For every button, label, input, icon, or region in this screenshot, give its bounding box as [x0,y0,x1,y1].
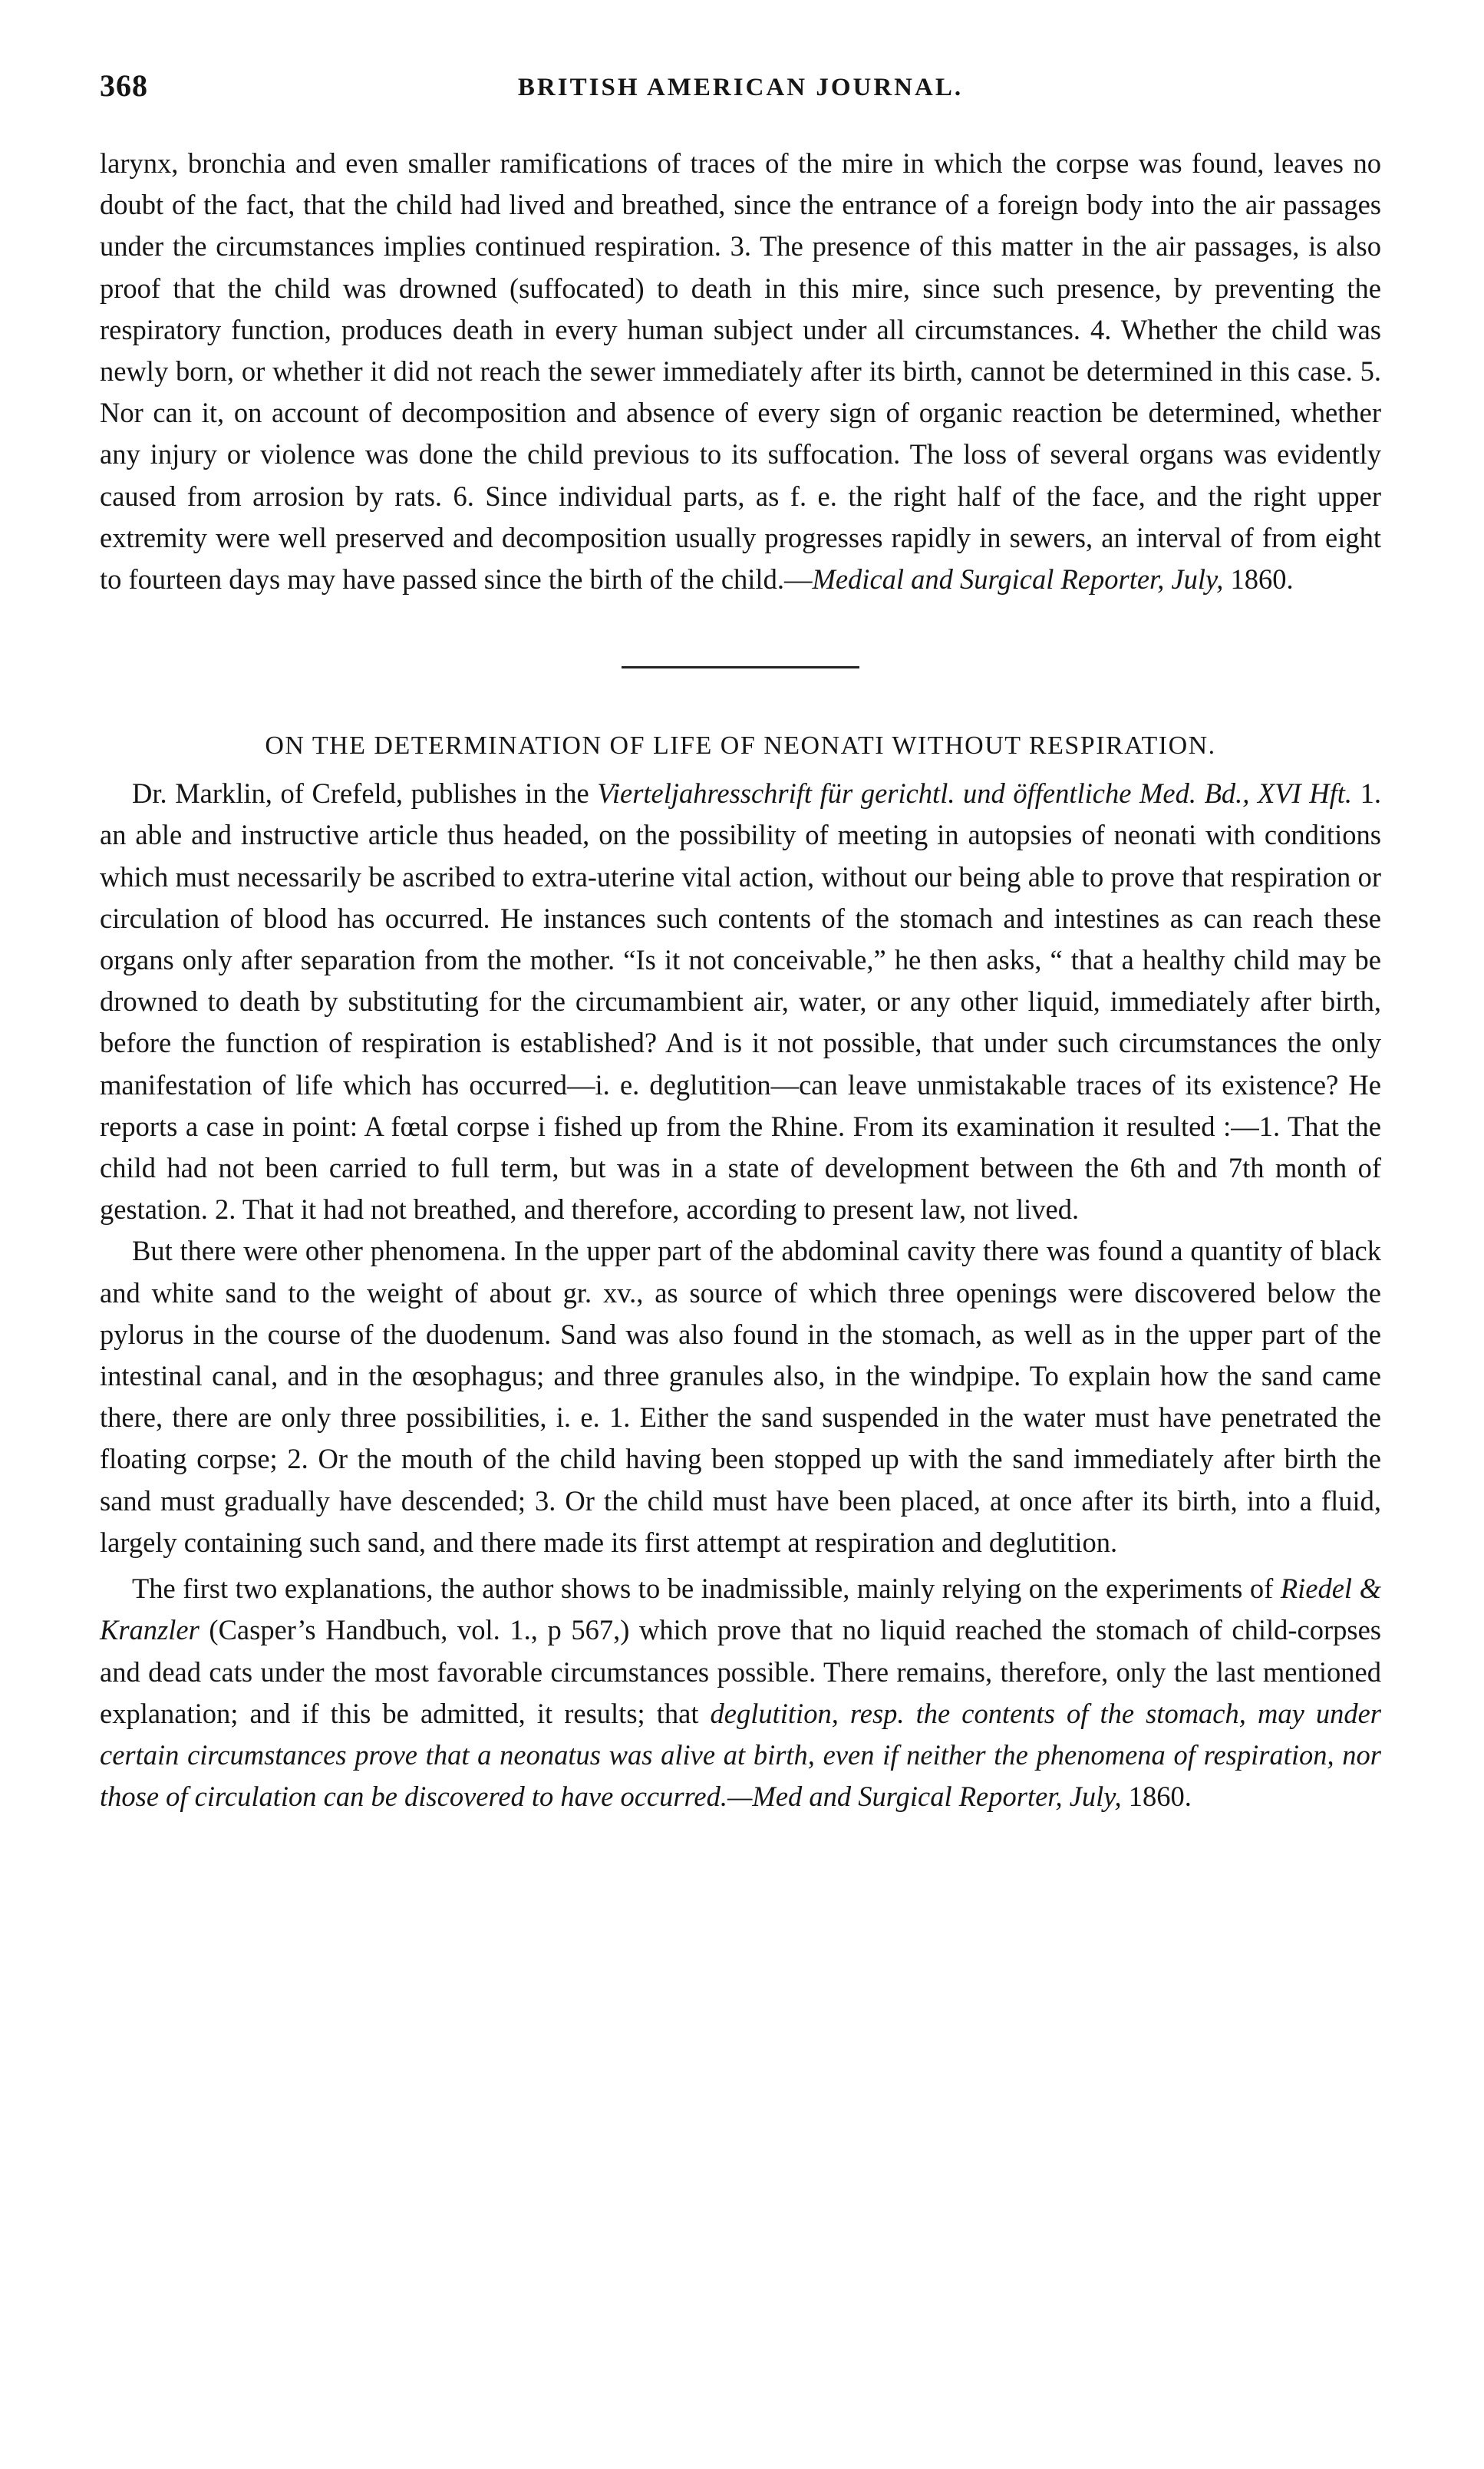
paragraph-3-body: (Casper’s Handbuch, vol. 1., p 567,) which prove that no liquid reached the stomach of child-corpses and dead cats under the most favorable circumstances possible. There remains, therefore, only the last mentioned explanation; and if this be admitted, it results; that [100,1614,1381,1729]
journal-page [100,68,1381,1817]
paragraph-1-intro: Dr. Marklin, of Crefeld, publishes in the [132,777,598,810]
journal-title: BRITISH AMERICAN JOURNAL. [517,74,964,101]
article-title: ON THE DETERMINATION OF LIFE OF NEONATI WITHOUT RESPIRATION. [265,731,1216,761]
paragraph-3-conclusion: deglutition, resp. the contents of the stomach, may under certain circumstances prove that a neonatus was alive at birth, even if neither the phenomena of respiration, nor those of circulation can be discovered to have occurred.—Med and Surgical Reporter, July, [100,1697,1381,1813]
continued-article-citation-year: 1860. [1223,563,1294,596]
paragraph-1-body: 1. an able and instructive article thus headed, on the possibility of meeting in autopsies of neonati with conditions which must necessarily be ascribed to extra-uterine vital action, without our being able to prove that respiration or circulation of blood has occurred. He instances such contents of the stomach and intestines as can reach these organs only after separation from the mother. “Is it not conceivable,” he then asks, “ that a healthy child may be drowned to death by substituting for the circumambient air, water, or any other liquid, immediately after birth, before the function of respiration is established? And is it not possible, that under such circumstances the only manifestation of life which has occurred—i. e. deglutition—can leave unmistakable traces of its existence? He reports a case in point: A fœtal corpse i fished up from the Rhine. From its examination it resulted :—1. That the child had not been carried to full term, but was in a state of development between the 6th and 7th month of gestation. 2. That it had not breathed, and therefore, according to present law, not lived. [100,777,1382,1226]
paragraph-3-authors: Riedel & Kranzler [100,1573,1381,1646]
running-head [100,68,1381,117]
page-number: 368 [100,68,148,103]
paragraph-1-source: Vierteljahresschrift für gerichtl. und öffentliche Med. Bd., XVI Hft. [597,777,1353,810]
article-paragraph-3 [100,1568,1381,1817]
paragraph-3-year: 1860. [1121,1781,1192,1813]
continued-article-citation: Medical and Surgical Reporter, July, [812,563,1224,596]
article-paragraph-1 [100,773,1381,1230]
continued-article-text: larynx, bronchia and even smaller ramifications of traces of the mire in which the corpse was found, leaves no doubt of the fact, that the child had lived and breathed, since the entrance of a foreign body into the air passages under the circumstances implies continued respiration. 3. The presence of this matter in the air passages, is also proof that the child was drowned (suffocated) to death in this mire, since such presence, by preventing the respiratory function, produces death in every human subject under all circumstances. 4. Whether the child was newly born, or whether it did not reach the sewer immediately after its birth, cannot be determined in this case. 5. Nor can it, on account of decomposition and absence of every sign of organic reaction be determined, whether any injury or violence was done the child previous to its suffocation. The loss of several organs was evidently caused from arrosion by rats. 6. Since individual parts, as f. e. the right half of the face, and the right upper extremity were well preserved and decomposition usually progresses rapidly in sewers, an interval of from eight to fourteen days may have passed since the birth of the child.— [100,147,1381,596]
article-paragraph-2: But there were other phenomena. In the upper part of the abdominal cavity there was found a quantity of black and white sand to the weight of about gr. xv., as source of which three openings were discovered below the pylorus in the course of the duodenum. Sand was also found in the stomach, as well as in the upper part of the intestinal canal, and in the œsophagus; and three granules also, in the windpipe. To explain how the sand came there, there are only three possibilities, i. e. 1. Either the sand suspended in the water must have penetrated the floating corpse; 2. Or the mouth of the child having been stopped up with the sand immediately after birth the sand must gradually have descended; 3. Or the child must have been placed, at once after its birth, into a fluid, largely containing such sand, and there made its first attempt at respiration and deglutition. [100,1235,1381,1558]
continued-article-paragraph [100,143,1381,600]
section-divider [622,666,859,668]
paragraph-3-intro: The first two explanations, the author shows to be inadmissible, mainly relying on the experiments of [132,1573,1281,1605]
